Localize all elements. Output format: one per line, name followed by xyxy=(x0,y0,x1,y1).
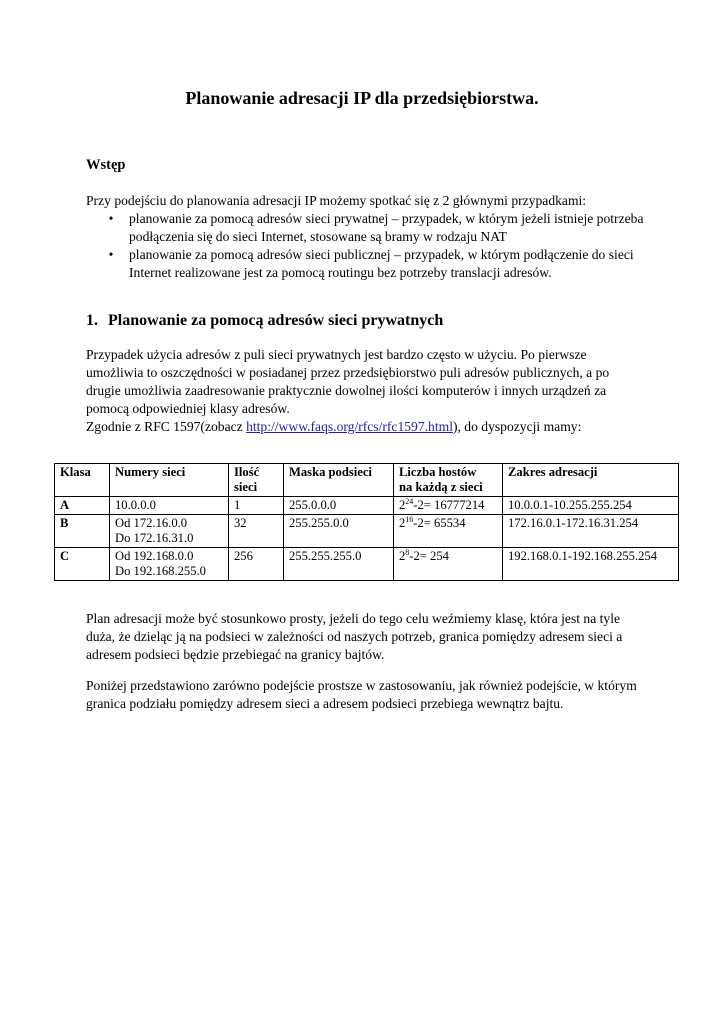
section-1-paragraph xyxy=(86,346,646,436)
cell-klasa: B xyxy=(55,515,110,548)
header-numery: Numery sieci xyxy=(110,464,229,497)
para-text: Przypadek użycia adresów z puli sieci prywatnych jest bardzo często w użyciu. Po pierwsze umożliwia to oszczędności w posiadanej przez przedsiębiorstwo puli adresów publicznych, a po drugie umożliwia zaadresowanie praktycznie dowolnej ilości komputerów i innych urządzeń za pomocą odpowiedniej klasy adresów. xyxy=(86,347,610,416)
plan-paragraph: Plan adresacji może być stosunkowo prosty, jeżeli do tego celu weźmiemy klasę, która jest na tyle duża, że dzieląc ją na podsieci w zależności od naszych potrzeb, granica pomiędzy adresem sieci a adresem podsieci będzie przebiegać na granicy bajtów. xyxy=(86,611,623,662)
cell-zakres: 172.16.0.1-172.16.31.254 xyxy=(503,515,679,548)
section-number: 1. xyxy=(86,312,98,329)
cell-numery: Od 192.168.0.0 Do 192.168.255.0 xyxy=(110,548,229,581)
cell-numery: Od 172.16.0.0 Do 172.16.31.0 xyxy=(110,515,229,548)
header-klasa: Klasa xyxy=(55,464,110,497)
cell-ilosc: 256 xyxy=(229,548,284,581)
rfc-link[interactable]: http://www.faqs.org/rfcs/rfc1597.html xyxy=(246,419,453,434)
cell-ilosc: 32 xyxy=(229,515,284,548)
intro-bullet-list xyxy=(86,210,646,282)
intro-lead: Przy podejściu do planowania adresacji IP możemy spotkać się z 2 głównymi przypadkami: xyxy=(86,193,587,208)
cell-klasa: C xyxy=(55,548,110,581)
list-item xyxy=(86,246,646,282)
table-row xyxy=(55,497,679,515)
table-header-row xyxy=(55,464,679,497)
header-zakres: Zakres adresacji xyxy=(503,464,679,497)
bullet-icon: • xyxy=(108,247,114,262)
cell-klasa: A xyxy=(55,497,110,515)
table-row xyxy=(55,548,679,581)
cell-maska: 255.0.0.0 xyxy=(284,497,394,515)
header-hosty: Liczba hostów na każdą z sieci xyxy=(394,464,503,497)
table-row xyxy=(55,515,679,548)
cell-hosty: $2^{24}-2= 16777214$ xyxy=(394,497,503,515)
cell-hosty: $2^{16}-2= 65534$ xyxy=(394,515,503,548)
header-ilosc: Ilość sieci xyxy=(229,464,284,497)
cell-maska: 255.255.255.0 xyxy=(284,548,394,581)
rfc-prefix: Zgodnie z RFC 1597(zobacz xyxy=(86,419,247,434)
address-class-table xyxy=(54,463,679,581)
intro-heading: Wstęp xyxy=(86,157,126,173)
cell-maska: 255.255.0.0 xyxy=(284,515,394,548)
cell-numery: 10.0.0.0 xyxy=(110,497,229,515)
bullet-text: planowanie za pomocą adresów sieci publicznej – przypadek, w którym podłączenie do sieci Internet realizowane jest za pomocą routingu bez potrzeby translacji adresów. xyxy=(129,247,634,280)
cell-zakres: 192.168.0.1-192.168.255.254 xyxy=(503,548,679,581)
bullet-icon: • xyxy=(108,211,114,226)
bullet-text: planowanie za pomocą adresów sieci prywatnej – przypadek, w którym jeżeli istnieje potrzeba podłączenia się do sieci Internet, stosowane są bramy w rodzaju NAT xyxy=(129,211,644,244)
cell-ilosc: 1 xyxy=(229,497,284,515)
section-1-heading xyxy=(86,312,443,330)
cell-zakres: 10.0.0.1-10.255.255.254 xyxy=(503,497,679,515)
rfc-suffix: ), do dyspozycji mamy: xyxy=(452,419,582,434)
header-maska: Maska podsieci xyxy=(284,464,394,497)
section-title: Planowanie za pomocą adresów sieci prywatnych xyxy=(108,312,444,329)
cell-hosty: $2^8-2= 254$ xyxy=(394,548,503,581)
approach-paragraph: Poniżej przedstawiono zarówno podejście prostsze w zastosowaniu, jak również podejście, w którym granica podziału pomiędzy adresem sieci a adresem podsieci przebiega wewnątrz bajtu. xyxy=(86,678,637,711)
list-item xyxy=(86,210,646,246)
page-title: Planowanie adresacji IP dla przedsiębiorstwa. xyxy=(185,88,539,108)
